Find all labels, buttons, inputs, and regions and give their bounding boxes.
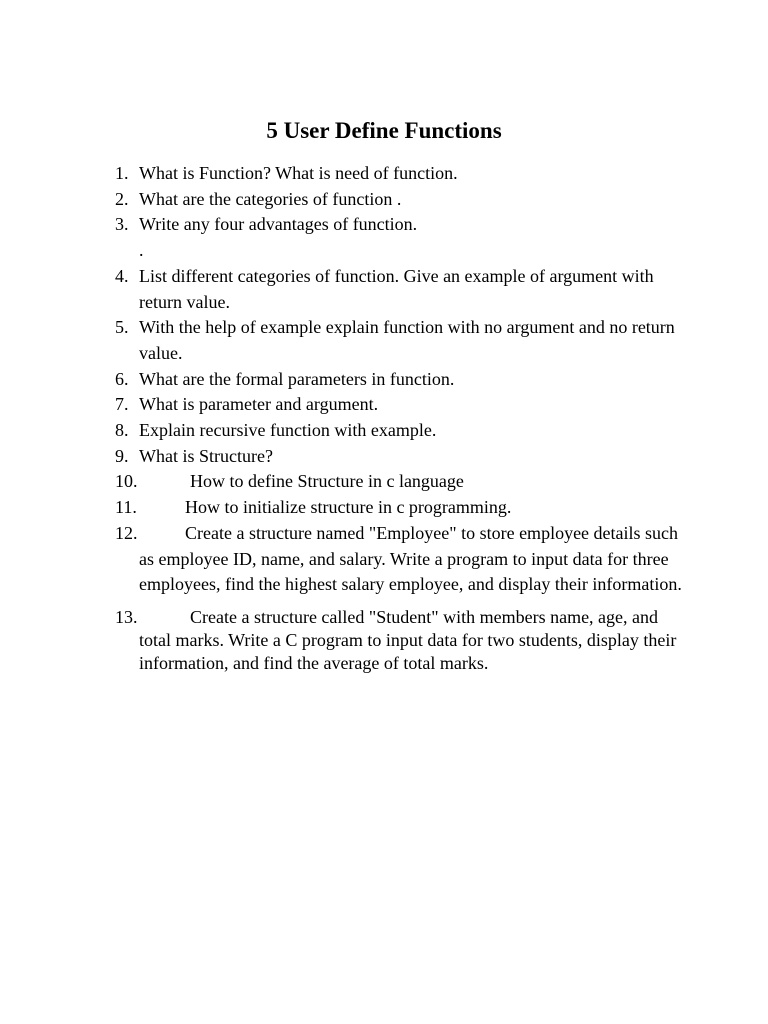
item-number: 10. bbox=[115, 471, 138, 492]
item-text: List different categories of function. Give an example of argument with return value. bbox=[139, 265, 654, 312]
page-title-text: 5 User Define Functions bbox=[266, 118, 502, 143]
item-number: 8. bbox=[115, 420, 129, 441]
list-item bbox=[115, 444, 685, 470]
item-text: Create a structure called "Student" with members name, age, and total marks. Write a C program to input data for two students, display their information, and find the average of total marks. bbox=[139, 606, 677, 673]
item-number: 12. bbox=[115, 522, 138, 543]
item-text: Explain recursive function with example. bbox=[139, 420, 437, 441]
item-text: What are the categories of function . bbox=[139, 188, 402, 209]
item-number: 2. bbox=[115, 188, 129, 209]
list-item bbox=[115, 418, 685, 444]
item-number: 4. bbox=[115, 265, 129, 286]
item-text: . bbox=[139, 240, 144, 261]
item-number: 11. bbox=[115, 497, 137, 518]
list-item bbox=[115, 187, 685, 213]
item-text: Create a structure named "Employee" to store employee details such as employee ID, name, and salary. Write a program to input data for three employees, find the highest salary employee, and display their information. bbox=[139, 522, 682, 595]
list-item bbox=[115, 606, 685, 675]
question-list bbox=[115, 161, 685, 675]
item-text: Write any four advantages of function. bbox=[139, 214, 418, 235]
page-title bbox=[0, 118, 768, 144]
list-item bbox=[115, 392, 685, 418]
list-item bbox=[115, 367, 685, 393]
item-text: With the help of example explain function with no argument and no return value. bbox=[139, 317, 675, 363]
item-number: 9. bbox=[115, 445, 129, 466]
item-text: What is parameter and argument. bbox=[139, 394, 379, 415]
item-text: What is Function? What is need of function. bbox=[139, 163, 458, 183]
stray-dot bbox=[115, 238, 685, 264]
item-text: What is Structure? bbox=[139, 445, 273, 466]
item-text: How to define Structure in c language bbox=[190, 471, 464, 492]
item-text: What are the formal parameters in function. bbox=[139, 368, 455, 389]
item-number: 5. bbox=[115, 317, 129, 338]
item-text: How to initialize structure in c programming. bbox=[185, 497, 512, 518]
list-item bbox=[115, 264, 685, 315]
list-item bbox=[115, 212, 685, 238]
item-number: 3. bbox=[115, 214, 129, 235]
list-item bbox=[115, 161, 685, 187]
list-item bbox=[115, 521, 685, 598]
item-number: 6. bbox=[115, 368, 129, 389]
item-number: 1. bbox=[115, 163, 129, 183]
list-item bbox=[115, 469, 685, 495]
list-item bbox=[115, 495, 685, 521]
item-number: 13. bbox=[115, 606, 138, 627]
list-item bbox=[115, 315, 685, 366]
item-number: 7. bbox=[115, 394, 129, 415]
